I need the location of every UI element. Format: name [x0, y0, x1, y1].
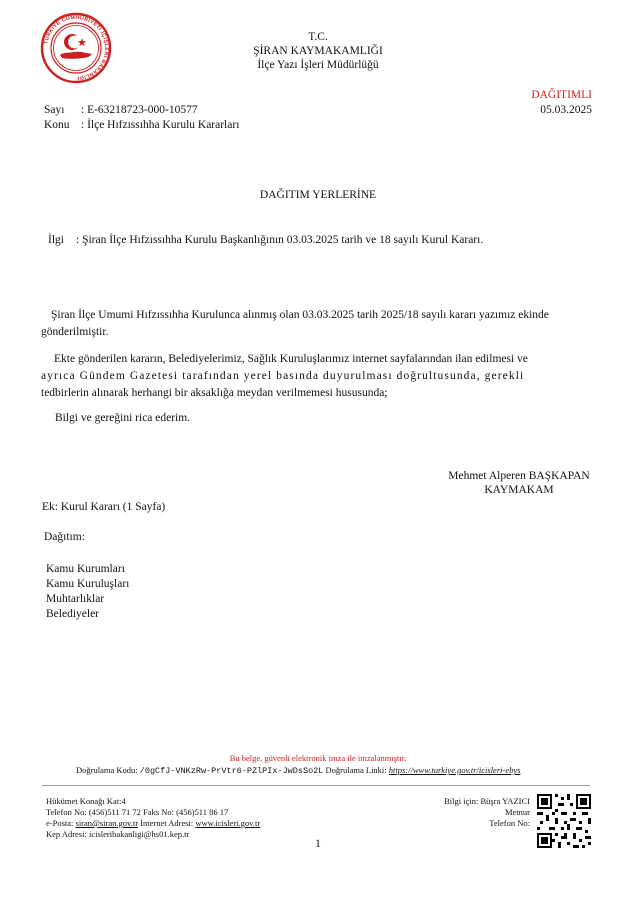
footer-contact [46, 796, 260, 840]
reference-label: İlgi [48, 234, 64, 246]
header-republic: T.C. [308, 31, 328, 43]
footer-web-label: İnternet Adresi: [140, 818, 194, 828]
document-date: 05.03.2025 [540, 104, 592, 116]
verification-line [76, 765, 520, 777]
footer-web[interactable]: www.icisleri.gov.tr [195, 818, 261, 828]
footer-email-label: e-Posta: [46, 818, 74, 828]
distribution-item: Kamu Kurumları [46, 563, 125, 575]
footer-phone: Telefon No: (456)511 71 72 Faks No: (456)511 86 17 [46, 807, 229, 817]
footer-email[interactable]: siran@siran.gov.tr [75, 818, 139, 828]
footer-info-phone: Telefon No: [489, 818, 530, 828]
seal-ring-text: TÜRKİYE CUMHURİYETİ İÇİŞLERİ BAKANLIĞI [43, 14, 110, 81]
body-p1-line1: Şiran İlçe Umumi Hıfzıssıhha Kurulunca alınmış olan 03.03.2025 tarih 2025/18 sayılı kararı yazımız ekinde [51, 309, 549, 321]
footer-address: Hükümet Konağı Kat:4 [46, 796, 126, 806]
verification-link[interactable]: https://www.turkiye.gov.tr/icisleri-ebys [388, 765, 521, 775]
verification-link-label: Doğrulama Linki: [325, 765, 387, 775]
body-p1-line2: gönderilmiştir. [41, 326, 109, 338]
verification-code: /0gCfJ-VNKzRw-PrVtr6-PZlPIx-JwDsSo2L [139, 766, 324, 776]
verification-code-label: Doğrulama Kodu: [76, 765, 138, 775]
body-paragraph-2 [41, 351, 595, 402]
footer-info-title: Memur [504, 807, 530, 817]
subject-value: : İlçe Hıfzıssıhha Kurulu Kararları [81, 119, 240, 131]
body-paragraph-1 [41, 307, 595, 341]
footer-info-name: Büşra YAZICI [480, 796, 530, 806]
footer-info-person [444, 796, 530, 807]
signature-title: KAYMAKAM [484, 484, 554, 496]
footer-info-label: Bilgi için: [444, 796, 479, 806]
body-p2-line3: tedbirlerin alınarak herhangi bir aksaklığa meydan verilmemesi hususunda; [41, 387, 388, 399]
reference-value: : Şiran İlçe Hıfzıssıhha Kurulu Başkanlığının 03.03.2025 tarih ve 18 sayılı Kurul Kararı. [76, 234, 484, 246]
distribution-list [46, 562, 129, 622]
body-paragraph-3: Bilgi ve gereğini rica ederim. [55, 412, 191, 424]
attachment-line: Ek: Kurul Kararı (1 Sayfa) [42, 501, 166, 513]
footer-info [444, 796, 530, 829]
e-signature-notice: Bu belge, güvenli elektronik imza ile imzalanmıştır. [229, 753, 407, 763]
distribution-label: Dağıtım: [44, 531, 85, 543]
footer-kep: Kep Adresi: icisleribakanligi@hs01.kep.tr [46, 829, 190, 839]
subject-label: Konu [44, 119, 70, 131]
number-label: Sayı [44, 104, 65, 116]
header-office: ŞİRAN KAYMAKAMLIĞI [253, 45, 383, 57]
distribution-item: Belediyeler [46, 608, 100, 620]
recipient-heading: DAĞITIM YERLERİNE [259, 189, 377, 201]
distribution-item: Kamu Kuruluşları [46, 578, 130, 590]
body-p2-line1: Ekte gönderilen kararın, Belediyelerimiz, Sağlık Kuruluşlarımız internet sayfalarından ilan edilmesi ve [54, 353, 528, 365]
header-department: İlçe Yazı İşleri Müdürlüğü [257, 59, 379, 71]
distribution-item: Muhtarlıklar [46, 593, 105, 605]
distribution-badge: DAĞITIMLI [531, 89, 592, 101]
body-p2-line2: ayrıca Gündem Gazetesi tarafından yerel basında duyurulması doğrultusunda, gerekli [41, 370, 525, 382]
number-value: : E-63218723-000-10577 [81, 104, 198, 116]
signature-name: Mehmet Alperen BAŞKAPAN [448, 470, 590, 482]
page-number: 1 [315, 838, 321, 850]
footer-divider [42, 785, 590, 786]
footer-email-web [46, 818, 260, 829]
